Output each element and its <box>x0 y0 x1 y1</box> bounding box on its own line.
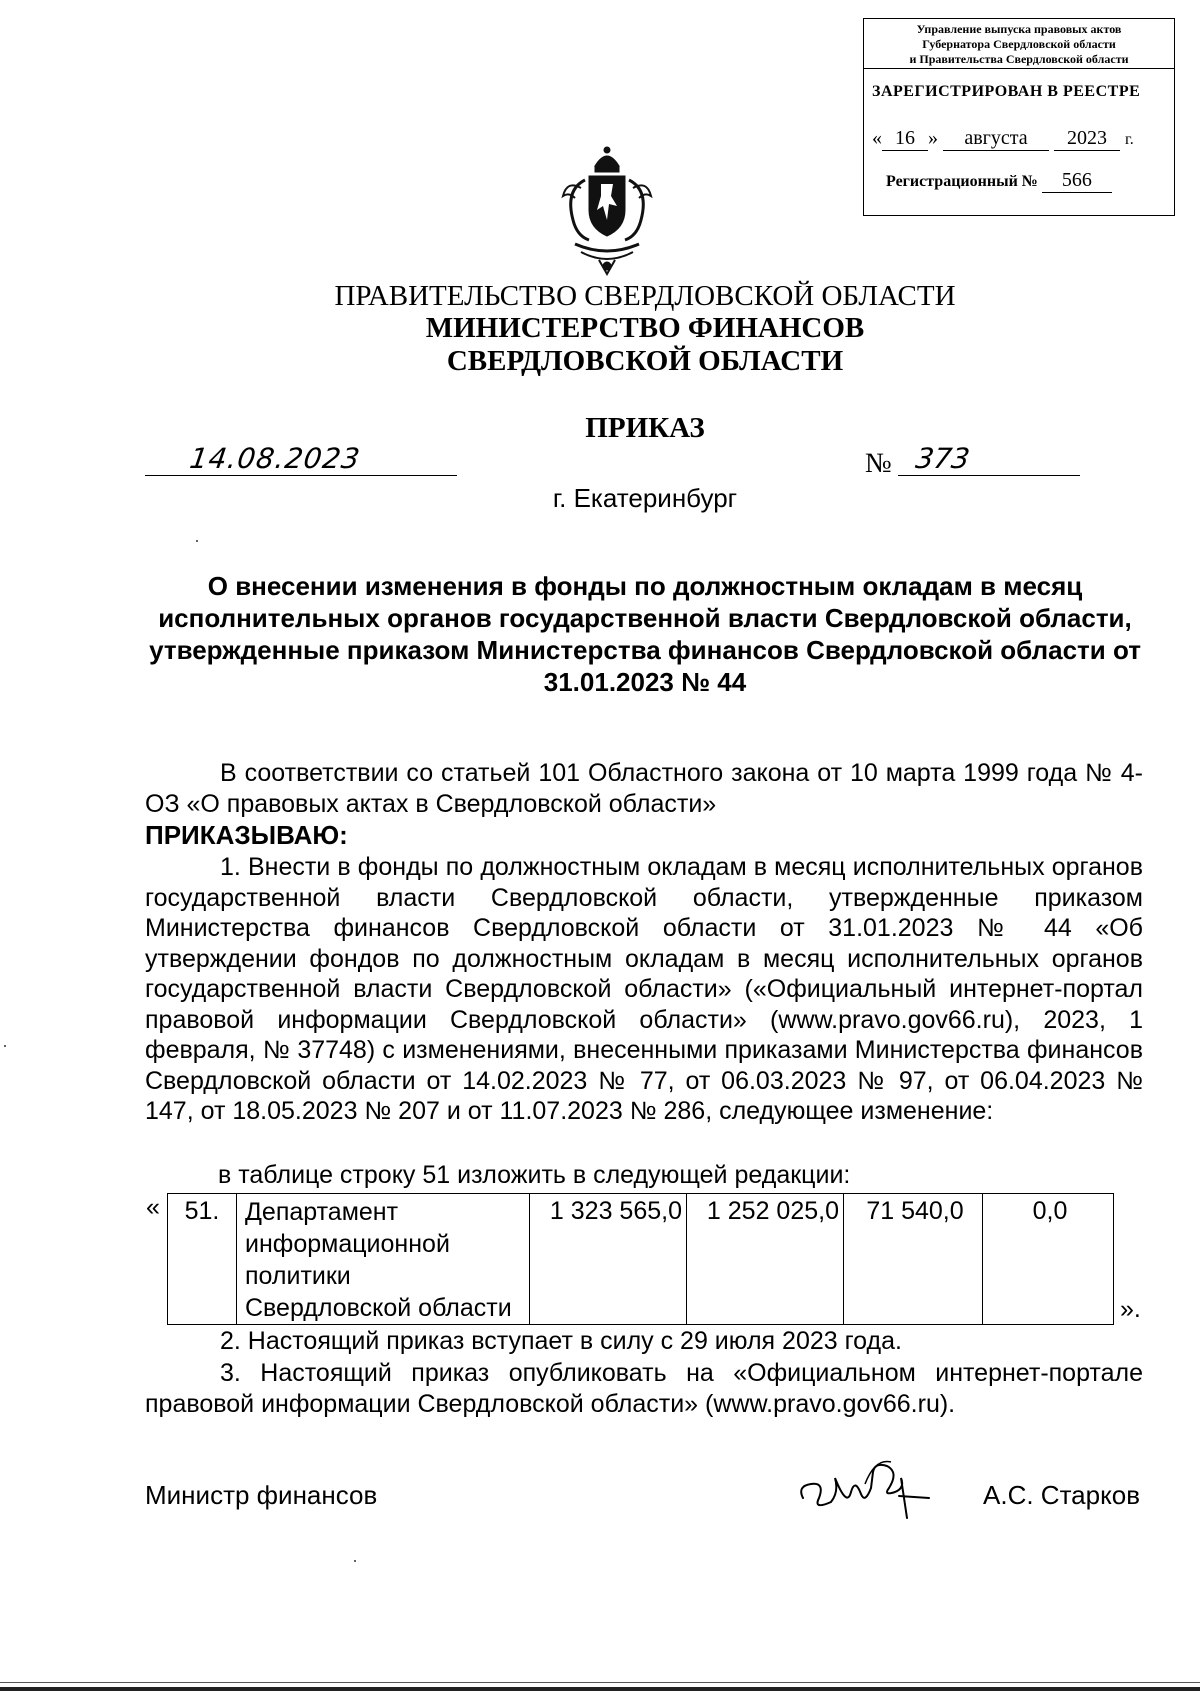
table-cell-name: Департамент информационной политики Свердловской области <box>237 1194 530 1325</box>
stamp-reg-number-label: Регистрационный № <box>886 173 1038 190</box>
order-number-handwritten: 373 <box>913 442 972 475</box>
document-title: О внесении изменения в фонды по должностным окладам в месяц исполнительных органов государственной власти Свердловской области, утвержденные приказом Министерства финансов Свердловской области от 31.01.2023 № 44 <box>149 571 1141 697</box>
ministry-heading-line2: СВЕРДЛОВСКОЙ ОБЛАСТИ <box>446 345 844 377</box>
stamp-year: 2023 <box>1054 127 1120 151</box>
table-row <box>168 1194 1114 1325</box>
page-bottom-edge <box>0 1687 1200 1691</box>
order-date-handwritten: 14.08.2023 <box>187 442 363 475</box>
scan-speck <box>4 1045 6 1047</box>
table-quote-close: ». <box>1120 1295 1141 1323</box>
table-cell-value4: 0,0 <box>983 1194 1114 1325</box>
ministry-heading-line1: МИНИСТЕРСТВО ФИНАНСОВ <box>425 312 865 344</box>
order-word: ПРИКАЗЫВАЮ: <box>145 820 348 850</box>
stamp-header-line: Губернатора Свердловской области <box>922 37 1116 51</box>
stamp-year-suffix: г. <box>1125 131 1134 148</box>
scan-speck <box>196 540 198 542</box>
registry-stamp <box>863 18 1175 216</box>
table-intro: в таблице строку 51 изложить в следующей редакции: <box>218 1161 851 1189</box>
signer-title: Министр финансов <box>145 1480 378 1510</box>
table-quote-open: « <box>146 1193 160 1221</box>
stamp-header-line: и Правительства Свердловской области <box>909 52 1129 66</box>
stamp-month: августа <box>943 127 1049 151</box>
page-bottom-edge <box>0 1682 1200 1683</box>
stamp-date <box>872 127 1134 151</box>
order-number-label: № <box>865 448 892 479</box>
order-date-field <box>145 442 457 476</box>
legal-basis-paragraph: В соответствии со статьей 101 Областного закона от 10 марта 1999 года № 4-ОЗ «О правовых актах в Свердловской области» <box>145 759 1143 818</box>
coat-of-arms-icon <box>555 140 659 276</box>
document-type: ПРИКАЗ <box>585 412 705 444</box>
signer-name: А.С. Старков <box>983 1480 1141 1510</box>
stamp-registered-label: ЗАРЕГИСТРИРОВАН В РЕЕСТРЕ <box>872 83 1141 100</box>
government-heading: ПРАВИТЕЛЬСТВО СВЕРДЛОВСКОЙ ОБЛАСТИ <box>334 280 956 312</box>
handwritten-signature-icon <box>795 1448 935 1526</box>
item-2-paragraph: 2. Настоящий приказ вступает в силу с 29 июля 2023 года. <box>220 1327 902 1355</box>
table-cell-value2: 1 252 025,0 <box>687 1194 844 1325</box>
order-number-field <box>898 442 1080 476</box>
amendment-table <box>167 1193 1114 1325</box>
stamp-reg-number <box>886 169 1112 193</box>
table-cell-value3: 71 540,0 <box>844 1194 983 1325</box>
item-3-paragraph: 3. Настоящий приказ опубликовать на «Официальном интернет-портале правовой информации Свердловской области» (www.pravo.gov66.ru). <box>145 1359 1143 1418</box>
scan-speck <box>354 1560 356 1562</box>
stamp-quote-close: » <box>928 127 938 149</box>
table-cell-value1: 1 323 565,0 <box>530 1194 687 1325</box>
city: г. Екатеринбург <box>552 483 738 513</box>
item-1-paragraph: 1. Внести в фонды по должностным окладам в месяц исполнительных органов государственной власти Свердловской области, утвержденные приказом Министерства финансов Свердловской области от 31.01.2023 № 44 «Об утверждении фондов по должностным окладам в месяц исполнительных органов государственной власти Свердловской области» («Официальный интернет-портал правовой информации Свердловской области» (www.pravo.gov66.ru), 2023, 1 февраля, № 37748) с изменениями, внесенными приказами Министерства финансов Свердловской области от 14.02.2023 № 77, от 06.03.2023 № 97, от 06.04.2023 № 147, от 18.05.2023 № 207 и от 11.07.2023 № 286, следующее изменение: <box>145 853 1143 1125</box>
stamp-header-line: Управление выпуска правовых актов <box>916 22 1122 36</box>
table-cell-number: 51. <box>168 1194 237 1325</box>
stamp-quote-open: « <box>872 127 882 149</box>
stamp-reg-number-value: 566 <box>1042 169 1112 193</box>
stamp-header <box>864 19 1174 69</box>
stamp-day: 16 <box>882 127 928 151</box>
